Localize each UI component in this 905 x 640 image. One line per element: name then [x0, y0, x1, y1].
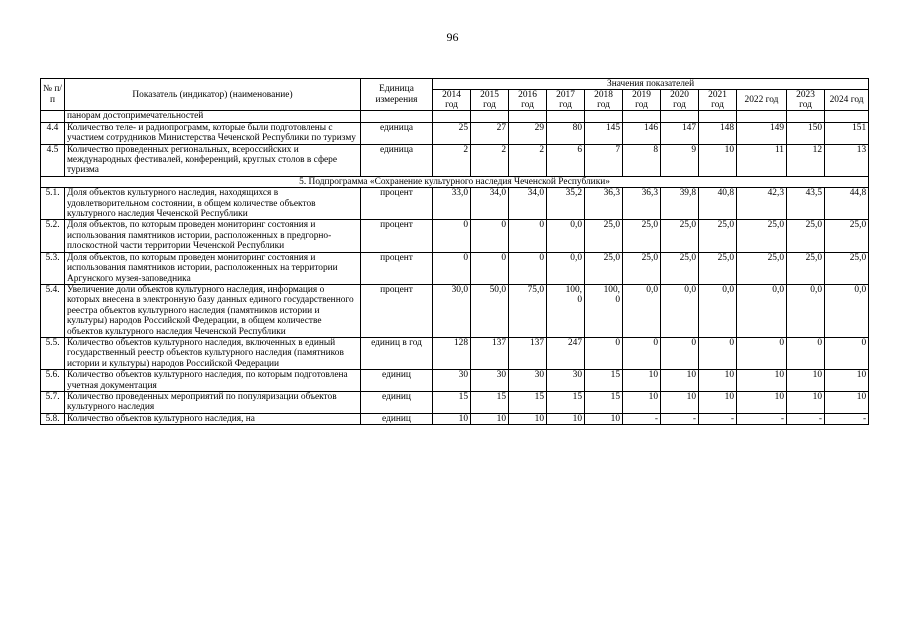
- header-year: 2020 год: [661, 90, 699, 111]
- unit-cell: единиц: [361, 413, 433, 424]
- row-index: 5.2.: [41, 220, 65, 252]
- value-cell: [585, 111, 623, 122]
- value-cell: [509, 111, 547, 122]
- value-cell: 10: [787, 391, 825, 413]
- value-cell: 146: [623, 122, 661, 144]
- value-cell: [699, 111, 737, 122]
- value-cell: 7: [585, 144, 623, 176]
- value-cell: 150: [787, 122, 825, 144]
- value-cell: 43,5: [787, 188, 825, 220]
- table-row: [41, 122, 869, 144]
- value-cell: 100, 0: [585, 284, 623, 337]
- value-cell: 0,0: [623, 284, 661, 337]
- section-row: [41, 176, 869, 187]
- value-cell: -: [787, 413, 825, 424]
- value-cell: [661, 111, 699, 122]
- value-cell: 30: [433, 370, 471, 392]
- header-year: 2019 год: [623, 90, 661, 111]
- value-cell: 0: [509, 252, 547, 284]
- value-cell: 149: [737, 122, 787, 144]
- value-cell: 25,0: [737, 220, 787, 252]
- unit-cell: единица: [361, 144, 433, 176]
- value-cell: 25,0: [661, 252, 699, 284]
- header-year: 2017 год: [547, 90, 585, 111]
- value-cell: -: [623, 413, 661, 424]
- value-cell: 29: [509, 122, 547, 144]
- unit-cell: единиц: [361, 370, 433, 392]
- table-row: [41, 111, 869, 122]
- value-cell: 0: [661, 337, 699, 369]
- value-cell: 10: [585, 413, 623, 424]
- value-cell: 0: [825, 337, 869, 369]
- row-index: 5.6.: [41, 370, 65, 392]
- indicator-name: панорам достопримечательностей: [65, 111, 361, 122]
- value-cell: 10: [471, 413, 509, 424]
- row-index: 5.3.: [41, 252, 65, 284]
- value-cell: 0: [585, 337, 623, 369]
- header-year: 2022 год: [737, 90, 787, 111]
- indicator-name: Количество объектов культурного наследия, включенных в единый государственный реестр объектов культурного наследия (памятников истории и культуры) народов Российской Федерации: [65, 337, 361, 369]
- header-year: 2024 год: [825, 90, 869, 111]
- value-cell: 2: [433, 144, 471, 176]
- value-cell: 12: [787, 144, 825, 176]
- value-cell: 147: [661, 122, 699, 144]
- value-cell: -: [737, 413, 787, 424]
- value-cell: [787, 111, 825, 122]
- value-cell: 33,0: [433, 188, 471, 220]
- indicator-name: Количество проведенных мероприятий по популяризации объектов культурного наследия: [65, 391, 361, 413]
- header-values-title: Значения показателей: [433, 79, 869, 90]
- value-cell: 0: [737, 337, 787, 369]
- value-cell: 0: [623, 337, 661, 369]
- value-cell: 8: [623, 144, 661, 176]
- value-cell: 0: [471, 220, 509, 252]
- value-cell: 50,0: [471, 284, 509, 337]
- value-cell: 148: [699, 122, 737, 144]
- value-cell: 15: [547, 391, 585, 413]
- table-row: [41, 188, 869, 220]
- value-cell: 128: [433, 337, 471, 369]
- header-year: 2018 год: [585, 90, 623, 111]
- unit-cell: процент: [361, 252, 433, 284]
- table-row: [41, 284, 869, 337]
- table-row: [41, 391, 869, 413]
- row-index: 4.4: [41, 122, 65, 144]
- value-cell: 100, 0: [547, 284, 585, 337]
- header-unit: Единица измерения: [361, 79, 433, 111]
- table-row: [41, 413, 869, 424]
- header-year: 2021 год: [699, 90, 737, 111]
- value-cell: 30: [509, 370, 547, 392]
- value-cell: 25,0: [787, 220, 825, 252]
- value-cell: 10: [699, 370, 737, 392]
- indicator-name: Доля объектов культурного наследия, находящихся в удовлетворительном состоянии, в общем количестве объектов культурного наследия Чеченской Республики: [65, 188, 361, 220]
- value-cell: [737, 111, 787, 122]
- indicator-name: Количество объектов культурного наследия, на: [65, 413, 361, 424]
- value-cell: 39,8: [661, 188, 699, 220]
- value-cell: 247: [547, 337, 585, 369]
- indicators-table: [40, 78, 869, 425]
- value-cell: 13: [825, 144, 869, 176]
- value-cell: 0,0: [737, 284, 787, 337]
- value-cell: 35,2: [547, 188, 585, 220]
- unit-cell: единица: [361, 122, 433, 144]
- value-cell: [433, 111, 471, 122]
- value-cell: 10: [509, 413, 547, 424]
- value-cell: 27: [471, 122, 509, 144]
- value-cell: 0: [471, 252, 509, 284]
- table-row: [41, 220, 869, 252]
- value-cell: 42,3: [737, 188, 787, 220]
- row-index: [41, 111, 65, 122]
- row-index: 5.7.: [41, 391, 65, 413]
- value-cell: 10: [699, 391, 737, 413]
- value-cell: 0,0: [699, 284, 737, 337]
- value-cell: 0,0: [547, 252, 585, 284]
- value-cell: 25: [433, 122, 471, 144]
- value-cell: 9: [661, 144, 699, 176]
- value-cell: 25,0: [699, 252, 737, 284]
- value-cell: 10: [787, 370, 825, 392]
- value-cell: 25,0: [737, 252, 787, 284]
- header-indicator: Показатель (индикатор) (наименование): [65, 79, 361, 111]
- value-cell: [623, 111, 661, 122]
- value-cell: 30: [547, 370, 585, 392]
- unit-cell: единиц: [361, 391, 433, 413]
- value-cell: 30: [471, 370, 509, 392]
- header-year: 2015 год: [471, 90, 509, 111]
- value-cell: 15: [585, 391, 623, 413]
- value-cell: -: [825, 413, 869, 424]
- value-cell: 10: [433, 413, 471, 424]
- value-cell: 10: [825, 391, 869, 413]
- indicator-name: Увеличение доли объектов культурного наследия, информация о которых внесена в электронную базу данных единого государственного реестра объектов культурного наследия (памятников истории и культуры) народов Российской Федерации, в общем количестве объектов культурного наследия Чеченской Республики: [65, 284, 361, 337]
- value-cell: 75,0: [509, 284, 547, 337]
- unit-cell: [361, 111, 433, 122]
- value-cell: 0,0: [825, 284, 869, 337]
- unit-cell: процент: [361, 188, 433, 220]
- value-cell: 34,0: [471, 188, 509, 220]
- value-cell: 10: [825, 370, 869, 392]
- value-cell: 145: [585, 122, 623, 144]
- value-cell: 10: [661, 370, 699, 392]
- row-index: 5.8.: [41, 413, 65, 424]
- value-cell: 10: [623, 370, 661, 392]
- value-cell: 80: [547, 122, 585, 144]
- indicator-name: Количество теле- и радиопрограмм, которые были подготовлены с участием сотрудников Министерства Чеченской Республики по туризму: [65, 122, 361, 144]
- value-cell: 10: [623, 391, 661, 413]
- value-cell: 25,0: [623, 220, 661, 252]
- table-row: [41, 370, 869, 392]
- table-row: [41, 337, 869, 369]
- value-cell: 40,8: [699, 188, 737, 220]
- unit-cell: процент: [361, 220, 433, 252]
- header-num: № п/ п: [41, 79, 65, 111]
- value-cell: 10: [661, 391, 699, 413]
- value-cell: 30,0: [433, 284, 471, 337]
- value-cell: 34,0: [509, 188, 547, 220]
- row-index: 5.4.: [41, 284, 65, 337]
- value-cell: 15: [471, 391, 509, 413]
- value-cell: 25,0: [585, 220, 623, 252]
- value-cell: 10: [737, 370, 787, 392]
- row-index: 5.1.: [41, 188, 65, 220]
- value-cell: 0,0: [661, 284, 699, 337]
- header-year: 2023 год: [787, 90, 825, 111]
- section-title: 5. Подпрограмма «Сохранение культурного наследия Чеченской Республики»: [41, 176, 869, 187]
- value-cell: -: [661, 413, 699, 424]
- value-cell: [825, 111, 869, 122]
- value-cell: 25,0: [787, 252, 825, 284]
- indicator-name: Количество проведенных региональных, всероссийских и международных фестивалей, конференций, круглых столов в сфере туризма: [65, 144, 361, 176]
- table-row: [41, 252, 869, 284]
- value-cell: 25,0: [623, 252, 661, 284]
- value-cell: 10: [737, 391, 787, 413]
- unit-cell: единиц в год: [361, 337, 433, 369]
- value-cell: 0: [433, 220, 471, 252]
- value-cell: 25,0: [661, 220, 699, 252]
- header-year: 2016 год: [509, 90, 547, 111]
- value-cell: 0: [699, 337, 737, 369]
- indicator-name: Доля объектов, по которым проведен мониторинг состояния и использования памятников истории, расположенных на территории Аргунского музея-заповедника: [65, 252, 361, 284]
- value-cell: 11: [737, 144, 787, 176]
- row-index: 5.5.: [41, 337, 65, 369]
- header-year: 2014 год: [433, 90, 471, 111]
- value-cell: 0,0: [787, 284, 825, 337]
- value-cell: 25,0: [825, 220, 869, 252]
- table-row: [41, 144, 869, 176]
- value-cell: 137: [509, 337, 547, 369]
- value-cell: 151: [825, 122, 869, 144]
- unit-cell: процент: [361, 284, 433, 337]
- indicator-name: Доля объектов, по которым проведен мониторинг состояния и использования памятников истории, расположенных в предгорно-плоскостной части территории Чеченской Республики: [65, 220, 361, 252]
- indicator-name: Количество объектов культурного наследия, по которым подготовлена учетная документация: [65, 370, 361, 392]
- value-cell: 0,0: [547, 220, 585, 252]
- page-number: 96: [446, 30, 459, 44]
- value-cell: -: [699, 413, 737, 424]
- value-cell: 2: [509, 144, 547, 176]
- value-cell: 2: [471, 144, 509, 176]
- value-cell: 10: [547, 413, 585, 424]
- value-cell: 15: [509, 391, 547, 413]
- value-cell: 137: [471, 337, 509, 369]
- value-cell: 25,0: [699, 220, 737, 252]
- value-cell: 15: [433, 391, 471, 413]
- value-cell: [471, 111, 509, 122]
- value-cell: 36,3: [585, 188, 623, 220]
- value-cell: 25,0: [825, 252, 869, 284]
- row-index: 4.5: [41, 144, 65, 176]
- value-cell: 0: [433, 252, 471, 284]
- value-cell: 25,0: [585, 252, 623, 284]
- value-cell: 0: [509, 220, 547, 252]
- value-cell: 36,3: [623, 188, 661, 220]
- value-cell: 44,8: [825, 188, 869, 220]
- value-cell: 0: [787, 337, 825, 369]
- value-cell: 10: [699, 144, 737, 176]
- value-cell: 15: [585, 370, 623, 392]
- value-cell: 6: [547, 144, 585, 176]
- value-cell: [547, 111, 585, 122]
